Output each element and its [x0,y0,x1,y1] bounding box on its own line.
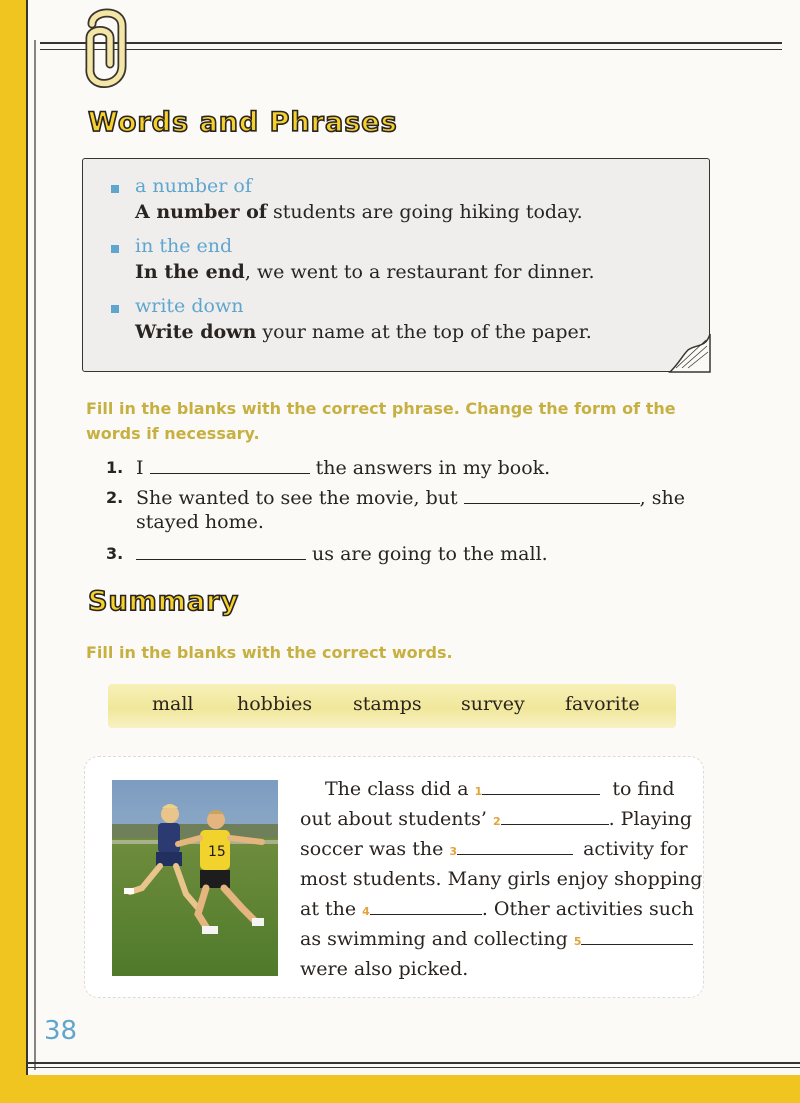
jersey-number: 15 [208,844,226,860]
page-number: 38 [44,1016,78,1046]
word-bank-item: survey [461,693,525,715]
item-number: 3. [106,544,124,563]
summary-line: The class did a 1 to find [325,778,675,800]
summary-line: as swimming and collecting 5 [300,924,693,957]
exercise-item-2: She wanted to see the movie, but , she [136,487,685,509]
exercise2-instruction: Fill in the blanks with the correct words. [86,643,453,662]
answer-blank[interactable] [464,486,640,504]
summary-line: most students. Many girls enjoy shopping [300,868,703,890]
exercise-item-3: us are going to the mall. [136,542,548,565]
phrase-term: a number of [135,175,252,197]
soccer-photo [112,780,278,976]
phrase-term: write down [135,295,244,317]
answer-blank[interactable] [150,456,310,474]
phrase-term: in the end [135,235,233,257]
bottom-rule [28,1062,800,1068]
answer-blank[interactable] [501,807,609,825]
exercise-item-1: I the answers in my book. [136,457,551,479]
bullet-square-icon [111,185,119,193]
phrase-example: A number of students are going hiking today. [135,201,583,223]
phrase-box [82,158,710,372]
word-bank-item: hobbies [237,693,313,715]
exercise1-instruction: Fill in the blanks with the correct phrase. Change the form of the words if necessary. [86,399,676,443]
exercise-item-2-continued: stayed home. [136,511,264,533]
answer-blank[interactable] [581,927,693,945]
page-curl-icon [666,332,712,374]
bullet-square-icon [111,305,119,313]
word-bank-item: favorite [565,693,640,715]
bullet-square-icon [111,245,119,253]
summary-line: soccer was the 3 activity for [300,838,688,860]
word-bank [108,684,676,728]
paperclip-icon [78,4,138,94]
words-and-phrases-title: Words and Phrases [88,107,398,138]
word-bank-item: mall [152,693,194,715]
summary-line: at the 4 . Other activities such [300,898,694,920]
item-number: 1. [106,458,124,477]
answer-blank[interactable] [482,777,600,795]
top-rule [40,42,782,50]
answer-blank[interactable] [457,837,573,855]
summary-title: Summary [88,586,240,617]
item-number: 2. [106,488,124,507]
answer-blank[interactable] [370,897,482,915]
phrase-example: In the end, we went to a restaurant for dinner. [135,261,595,283]
phrase-example: Write down your name at the top of the paper. [135,321,592,343]
summary-line: out about students’ 2 . Playing [300,808,693,830]
summary-line: were also picked. [300,958,469,980]
answer-blank[interactable] [136,542,306,560]
word-bank-item: stamps [353,693,422,715]
